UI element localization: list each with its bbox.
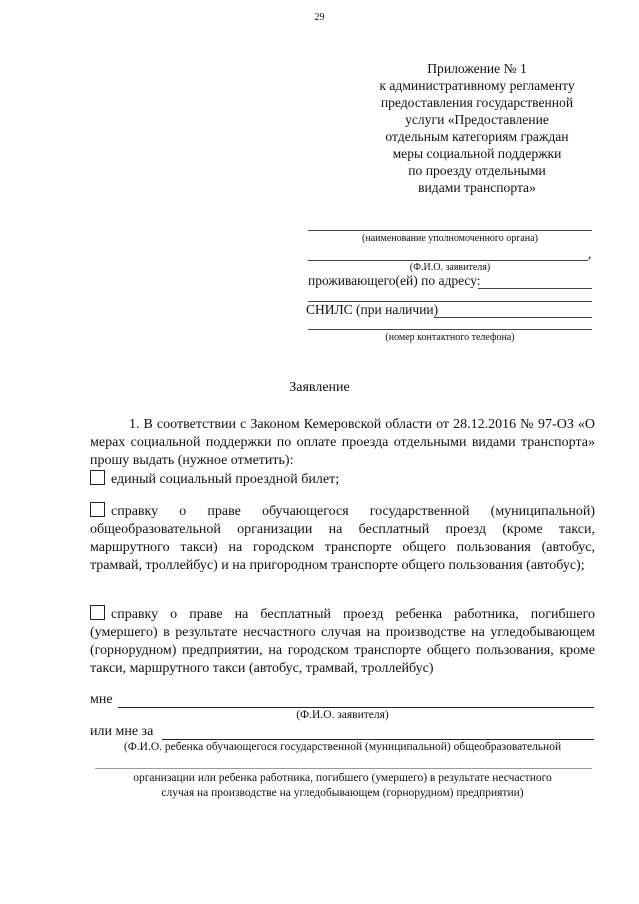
option-text: справку о праве на бесплатный проезд ребенка работника, погибшего (умершего) в результате несчастного случая на производстве на угледобывающем (горнорудном) предприятии, на городском транспорте общего пользования, кроме такси, маршрутного такси (автобус, трамвай, троллейбус) [90,607,595,676]
address-field[interactable] [478,288,592,289]
applicant-name-field[interactable] [308,260,588,261]
page-number: 29 [314,12,325,23]
authority-field[interactable] [308,230,592,231]
checkbox-single-ticket[interactable] [90,470,105,485]
applicant-comma: , [588,246,592,261]
option-text: справку о праве обучающегося государственной (муниципальной) общеобразовательной организации на бесплатный проезд (кроме такси, маршрутного такси) на городском транспорте общего пользования (автобус, трамвай, троллейбус) и на пригородном транспорте общего пользования (автобус); [90,504,595,573]
option-single-ticket [90,470,595,489]
applicant-caption: (Ф.И.О. заявителя) [409,262,491,273]
me-caption: (Ф.И.О. заявителя) [296,709,389,721]
child-name-field[interactable] [162,739,594,740]
option-student-certificate [90,502,595,575]
annex-line: услуги «Предоставление [405,112,549,127]
option-text: единый социальный проездной билет; [111,472,340,487]
child-name-field-line-2[interactable] [95,768,592,769]
child-caption: (Ф.И.О. ребенка обучающегося государственной (муниципальной) общеобразовательной [123,741,562,753]
or-label: или мне за [90,724,154,739]
me-label: мне [90,692,113,707]
snils-label: СНИЛС (при наличии) [306,302,439,317]
authority-caption: (наименование уполномоченного органа) [362,233,538,244]
checkbox-child-certificate[interactable] [90,605,105,620]
address-label: проживающего(ей) по адресу: [308,273,481,288]
me-name-field[interactable] [118,707,594,708]
phone-caption: (номер контактного телефона) [385,332,515,343]
annex-line: отдельным категориям граждан [385,129,569,144]
annex-line: видами транспорта» [418,180,536,195]
annex-line: к административному регламенту [379,78,575,93]
child-caption: организации или ребенка работника, погибшего (умершего) в результате несчастного [133,772,552,784]
option-child-certificate [90,605,595,678]
annex-line: Приложение № 1 [427,61,527,76]
phone-field[interactable] [308,329,592,330]
annex-line: по проезду отдельными [408,163,546,178]
paragraph-1: 1. В соответствии с Законом Кемеровской области от 28.12.2016 № 97-ОЗ «О мерах социальной поддержки по оплате проезда отдельными видами транспорта» прошу выдать (нужное отметить): [90,417,595,468]
checkbox-student-certificate[interactable] [90,502,105,517]
document-title: Заявление [289,380,350,395]
annex-line: меры социальной поддержки [392,146,562,161]
child-caption: случая на производстве на угледобывающем (горнорудном) предприятии) [161,787,524,799]
snils-field[interactable] [434,317,592,318]
annex-heading [352,60,602,196]
annex-line: предоставления государственной [380,95,574,110]
